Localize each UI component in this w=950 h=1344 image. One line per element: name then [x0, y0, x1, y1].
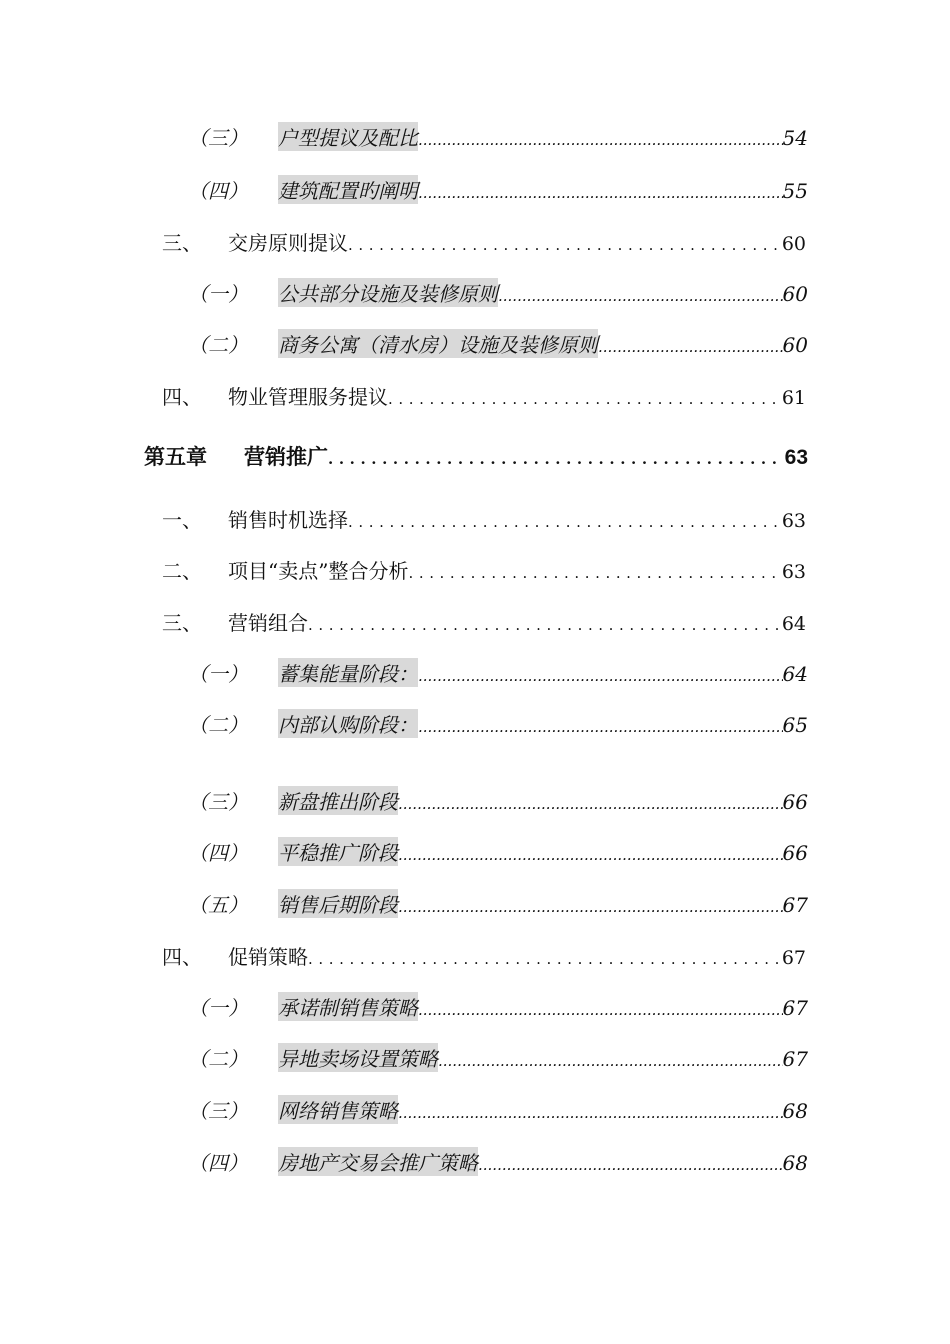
toc-entry-title: 平稳推广阶段	[278, 837, 398, 866]
toc-entry[interactable]	[162, 941, 806, 970]
toc-entry[interactable]	[188, 1147, 808, 1176]
toc-entry-title: 公共部分设施及装修原则	[278, 278, 498, 307]
toc-entry-number: 四、	[162, 385, 202, 409]
toc-entry-number: （三）	[188, 126, 248, 150]
toc-entry-title: 促销策略	[228, 945, 308, 969]
toc-entry-page: 67	[781, 947, 806, 969]
toc-entry-number: （一）	[188, 282, 248, 306]
toc-entry-number: （四）	[188, 841, 248, 865]
toc-dot-leader	[418, 667, 783, 685]
toc-dot-leader	[388, 390, 778, 408]
toc-entry[interactable]	[188, 278, 808, 307]
toc-dot-leader	[418, 184, 783, 202]
toc-entry-title: 房地产交易会推广策略	[278, 1147, 478, 1176]
toc-entry[interactable]	[188, 175, 808, 204]
toc-entry-title: 营销推广	[244, 444, 328, 469]
toc-entry[interactable]	[162, 227, 806, 256]
toc-entry-number: 二、	[162, 559, 202, 583]
toc-entry-title: 建筑配置旳阐明	[278, 175, 418, 204]
toc-entry-page: 67	[782, 996, 808, 1020]
toc-entry-page: 64	[781, 613, 806, 635]
toc-entry[interactable]	[188, 709, 808, 738]
toc-entry-title: 新盘推出阶段	[278, 786, 398, 815]
toc-entry-title: 商务公寓（清水房）设施及装修原则	[278, 329, 598, 358]
toc-entry[interactable]	[188, 786, 808, 815]
toc-entry[interactable]	[162, 381, 806, 410]
toc-entry[interactable]	[188, 122, 808, 151]
toc-entry-page: 63	[781, 561, 806, 583]
toc-entry-number: （三）	[188, 790, 248, 814]
toc-dot-leader	[408, 564, 777, 582]
toc-entry-page: 68	[782, 1151, 808, 1175]
toc-entry-number: （三）	[188, 1099, 248, 1123]
toc-entry-title: 交房原则提议	[228, 231, 348, 255]
toc-entry-page: 67	[782, 1047, 808, 1071]
toc-entry-page: 54	[782, 126, 808, 150]
toc-entry-number: （二）	[188, 1047, 248, 1071]
toc-dot-leader	[328, 450, 781, 468]
toc-entry[interactable]	[162, 504, 806, 533]
toc-entry-title: 营销组合	[228, 611, 308, 635]
toc-entry-title: 销售时机选择	[228, 508, 348, 532]
toc-entry-title: 户型提议及配比	[278, 122, 418, 151]
toc-entry-page: 61	[781, 387, 806, 409]
toc-entry-page: 60	[781, 233, 806, 255]
toc-entry[interactable]	[188, 329, 808, 358]
toc-entry-title: 蓄集能量阶段：	[278, 658, 418, 687]
toc-entry-number: （四）	[188, 1151, 248, 1175]
toc-dot-leader	[308, 616, 778, 634]
toc-entry-number: （四）	[188, 179, 248, 203]
toc-entry-title: 销售后期阶段	[278, 889, 398, 918]
toc-entry[interactable]	[188, 1095, 808, 1124]
toc-dot-leader	[398, 795, 783, 813]
toc-entry-page: 63	[781, 510, 806, 532]
toc-entry[interactable]	[188, 1043, 808, 1072]
toc-dot-leader	[348, 513, 778, 531]
toc-entry-page: 66	[782, 790, 808, 814]
toc-dot-leader	[398, 1104, 783, 1122]
toc-entry-number: 第五章	[144, 444, 207, 469]
toc-entry[interactable]	[188, 837, 808, 866]
toc-entry-page: 63	[784, 446, 808, 469]
toc-entry-page: 65	[782, 713, 808, 737]
toc-entry[interactable]	[188, 658, 808, 687]
toc-dot-leader	[398, 898, 783, 916]
toc-entry-page: 68	[782, 1099, 808, 1123]
toc-dot-leader	[418, 1001, 783, 1019]
toc-chapter-entry[interactable]	[144, 441, 808, 471]
toc-entry[interactable]	[188, 889, 808, 918]
toc-entry[interactable]	[188, 992, 808, 1021]
toc-entry-number: （五）	[188, 893, 248, 917]
toc-entry-title: 承诺制销售策略	[278, 992, 418, 1021]
toc-entry-title: 内部认购阶段：	[278, 709, 418, 738]
toc-entry-page: 60	[782, 333, 808, 357]
toc-entry-page: 55	[782, 179, 808, 203]
toc-entry-number: 四、	[162, 945, 202, 969]
toc-entry-number: 三、	[162, 231, 202, 255]
toc-entry-number: （一）	[188, 662, 248, 686]
toc-entry-number: 三、	[162, 611, 202, 635]
toc-entry[interactable]	[162, 555, 806, 584]
toc-entry-title: 项目“卖点”整合分析	[228, 559, 409, 583]
toc-entry-page: 66	[782, 841, 808, 865]
toc-entry-title: 网络销售策略	[278, 1095, 398, 1124]
toc-dot-leader	[418, 718, 783, 736]
toc-dot-leader	[478, 1156, 783, 1174]
toc-dot-leader	[308, 950, 778, 968]
toc-entry-title: 异地卖场设置策略	[278, 1043, 438, 1072]
toc-entry-page: 64	[782, 662, 808, 686]
toc-entry-number: （二）	[188, 333, 248, 357]
toc-dot-leader	[398, 846, 783, 864]
toc-dot-leader	[348, 236, 778, 254]
toc-entry-number: （二）	[188, 713, 248, 737]
toc-dot-leader	[598, 338, 783, 356]
toc-dot-leader	[438, 1052, 783, 1070]
toc-dot-leader	[418, 131, 783, 149]
toc-entry-page: 60	[782, 282, 808, 306]
toc-entry-number: （一）	[188, 996, 248, 1020]
toc-entry-title: 物业管理服务提议	[228, 385, 388, 409]
toc-entry[interactable]	[162, 607, 806, 636]
toc-entry-number: 一、	[162, 508, 202, 532]
toc-dot-leader	[498, 287, 783, 305]
toc-entry-page: 67	[782, 893, 808, 917]
